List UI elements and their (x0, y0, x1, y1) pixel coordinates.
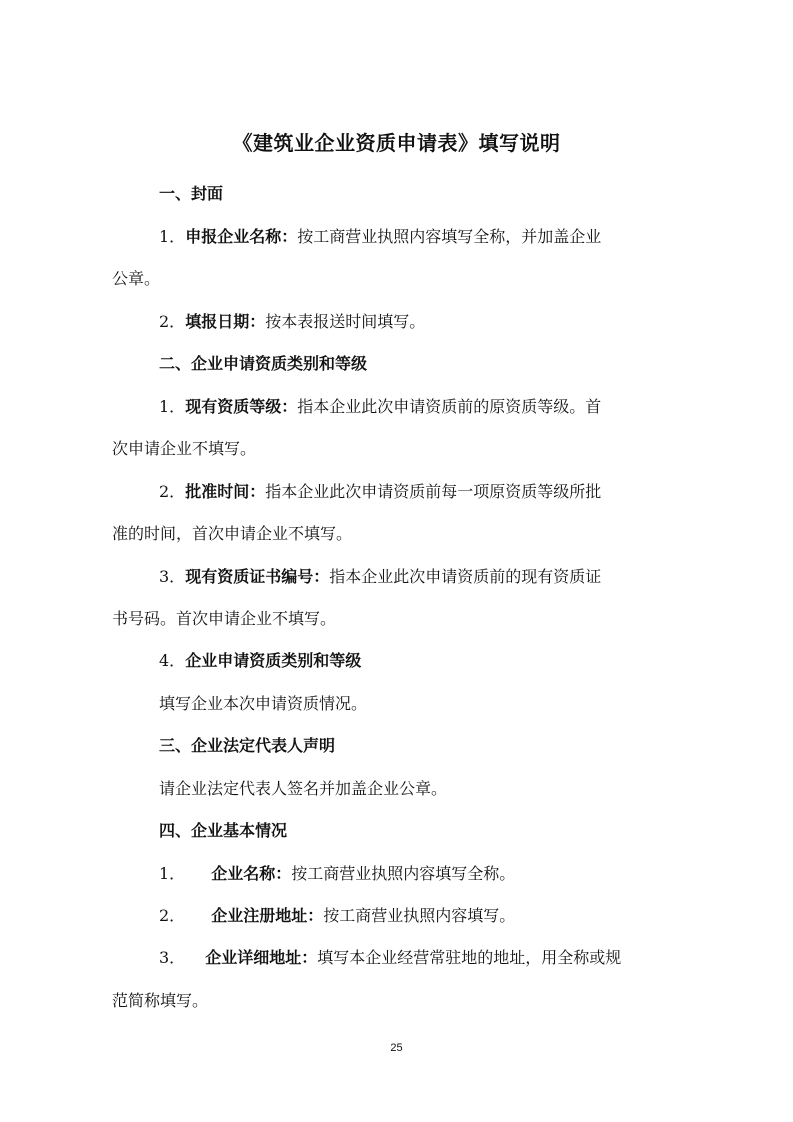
item-number: 2． (159, 312, 186, 331)
item-label: 企业名称： (211, 864, 292, 883)
item-text: 按工商营业执照内容填写全称，并加盖企业 (297, 227, 602, 246)
item-label: 企业详细地址： (205, 948, 318, 967)
item-number: 4． (159, 651, 186, 670)
item-label: 现有资质等级： (185, 397, 298, 416)
item-number: 3． (159, 567, 186, 586)
basic-info-item-company-name (159, 859, 515, 889)
declaration-text: 请企业法定代表人签名并加盖企业公章。 (159, 779, 448, 798)
document-title: 《建筑业企业资质申请表》填写说明 (232, 131, 561, 155)
item-label: 填报日期： (185, 312, 266, 331)
qualification-item-current-grade (159, 392, 601, 422)
item-number: 1． (159, 864, 186, 883)
item-text: 指本企业此次申请资质前的原资质等级。首 (297, 397, 602, 416)
basic-info-item-detailed-address-continued: 范简称填写。 (112, 991, 209, 1010)
page-number: 25 (390, 1042, 403, 1054)
item-number: 1． (159, 227, 186, 246)
cover-item-applicant-name-continued: 公章。 (112, 269, 161, 288)
item-text: 按本表报送时间填写。 (265, 312, 426, 331)
section-heading-qualification: 二、企业申请资质类别和等级 (159, 354, 368, 373)
item-label: 企业申请资质类别和等级 (185, 651, 362, 670)
qualification-item-certificate-number-continued: 书号码。首次申请企业不填写。 (112, 609, 337, 628)
item-label: 现有资质证书编号： (185, 567, 330, 586)
qualification-item-applied-category-text: 填写企业本次申请资质情况。 (159, 694, 368, 713)
item-number: 3． (159, 948, 186, 967)
section-heading-basic-info: 四、企业基本情况 (159, 821, 288, 840)
item-text: 指本企业此次申请资质前的现有资质证 (329, 567, 602, 586)
section-heading-declaration: 三、企业法定代表人声明 (159, 736, 336, 755)
qualification-item-current-grade-continued: 次申请企业不填写。 (112, 439, 257, 458)
item-label: 申报企业名称： (185, 227, 298, 246)
section-heading-cover: 一、封面 (159, 184, 224, 203)
item-text: 按工商营业执照内容填写全称。 (291, 864, 516, 883)
item-label: 批准时间： (185, 482, 266, 501)
qualification-item-applied-category (159, 646, 361, 676)
basic-info-item-registered-address (159, 901, 515, 931)
item-number: 2． (159, 482, 186, 501)
qualification-item-approval-time (159, 477, 601, 507)
cover-item-applicant-name (159, 222, 601, 252)
basic-info-item-detailed-address (159, 943, 621, 973)
item-label: 企业注册地址： (211, 906, 324, 925)
item-number: 1． (159, 397, 186, 416)
qualification-item-approval-time-continued: 准的时间，首次申请企业不填写。 (112, 524, 353, 543)
item-text: 填写本企业经营常驻地的地址，用全称或规 (317, 948, 622, 967)
item-text: 指本企业此次申请资质前每一项原资质等级所批 (265, 482, 602, 501)
qualification-item-certificate-number (159, 562, 601, 592)
item-number: 2． (159, 906, 186, 925)
cover-item-fill-date (159, 307, 425, 337)
item-text: 按工商营业执照内容填写。 (323, 906, 516, 925)
